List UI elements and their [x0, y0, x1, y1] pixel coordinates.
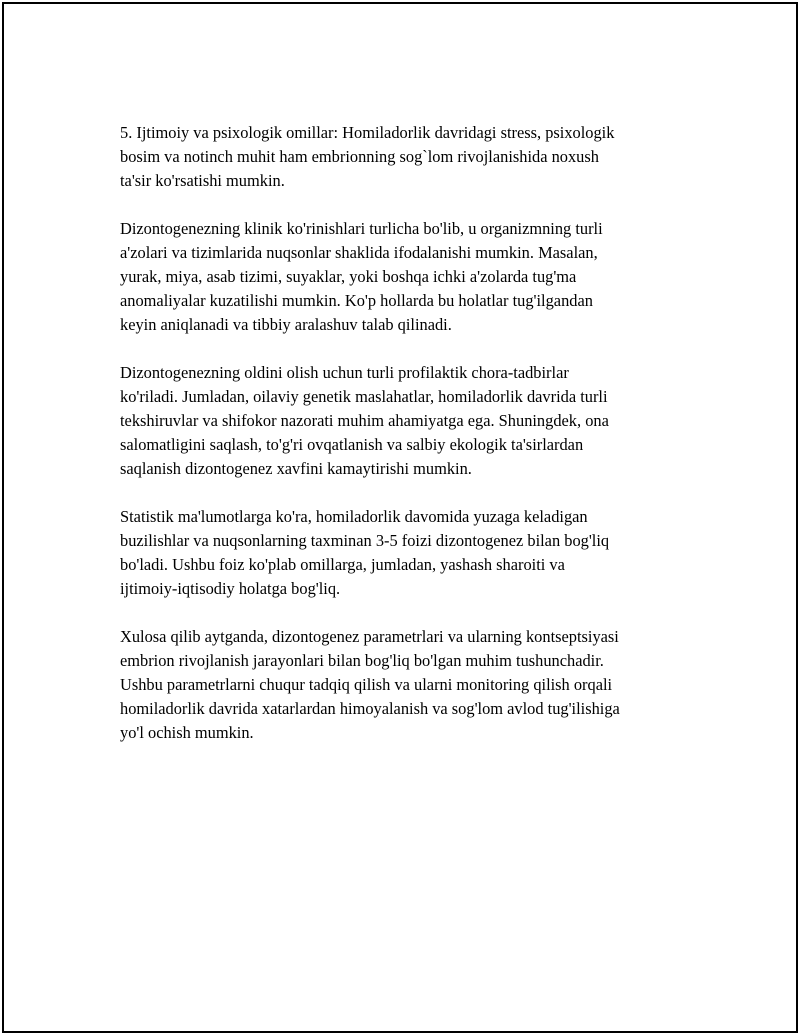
text-line: Ushbu parametrlarni chuqur tadqiq qilish va ularni monitoring qilish orqali	[120, 675, 613, 694]
text-line: 5. Ijtimoiy va psixologik omillar: Homiladorlik davridagi stress, psixologik	[120, 123, 615, 142]
text-line: a'zolari va tizimlarida nuqsonlar shaklida ifodalanishi mumkin. Masalan,	[120, 243, 598, 262]
text-line: saqlanish dizontogenez xavfini kamaytirishi mumkin.	[120, 459, 472, 478]
text-line: Statistik ma'lumotlarga ko'ra, homiladorlik davomida yuzaga keladigan	[120, 507, 588, 526]
text-line: salomatligini saqlash, to'g'ri ovqatlanish va salbiy ekologik ta'sirlardan	[120, 435, 584, 454]
text-line: yo'l ochish mumkin.	[120, 723, 254, 742]
text-line: bosim va notinch muhit ham embrionning sog`lom rivojlanishida noxush	[120, 147, 599, 166]
paragraph-statistics	[120, 505, 690, 601]
text-line: anomaliyalar kuzatilishi mumkin. Ko'p hollarda bu holatlar tug'ilgandan	[120, 291, 593, 310]
paragraph-clinical-manifestations	[120, 217, 690, 337]
text-line: ijtimoiy-iqtisodiy holatga bog'liq.	[120, 579, 341, 598]
text-line: Xulosa qilib aytganda, dizontogenez parametrlari va ularning kontseptsiyasi	[120, 627, 619, 646]
text-line: Dizontogenezning oldini olish uchun turli profilaktik chora-tadbirlar	[120, 363, 569, 382]
text-line: tekshiruvlar va shifokor nazorati muhim ahamiyatga ega. Shuningdek, ona	[120, 411, 609, 430]
text-line: yurak, miya, asab tizimi, suyaklar, yoki boshqa ichki a'zolarda tug'ma	[120, 267, 577, 286]
text-line: bo'ladi. Ushbu foiz ko'plab omillarga, jumladan, yashash sharoiti va	[120, 555, 565, 574]
text-line: embrion rivojlanish jarayonlari bilan bog'liq bo'lgan muhim tushunchadir.	[120, 651, 604, 670]
paragraph-social-psychological-factors	[120, 121, 690, 193]
text-line: buzilishlar va nuqsonlarning taxminan 3-5 foizi dizontogenez bilan bog'liq	[120, 531, 610, 550]
paragraph-prevention	[120, 361, 690, 481]
text-line: ta'sir ko'rsatishi mumkin.	[120, 171, 285, 190]
document-page	[2, 2, 798, 1033]
text-line: ko'riladi. Jumladan, oilaviy genetik maslahatlar, homiladorlik davrida turli	[120, 387, 608, 406]
document-body	[120, 121, 690, 769]
text-line: keyin aniqlanadi va tibbiy aralashuv talab qilinadi.	[120, 315, 452, 334]
paragraph-conclusion	[120, 625, 690, 745]
text-line: Dizontogenezning klinik ko'rinishlari turlicha bo'lib, u organizmning turli	[120, 219, 603, 238]
text-line: homiladorlik davrida xatarlardan himoyalanish va sog'lom avlod tug'ilishiga	[120, 699, 620, 718]
